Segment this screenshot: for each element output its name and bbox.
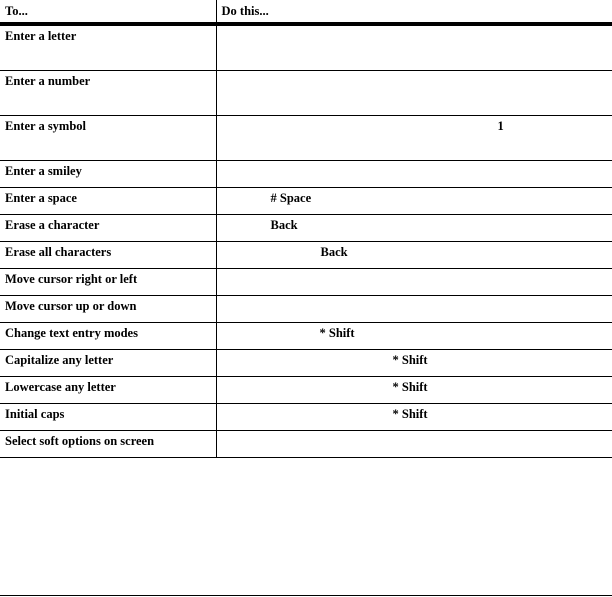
instruction-cell	[216, 24, 612, 71]
key-label: # Space	[270, 191, 312, 205]
task-cell: Select soft options on screen	[0, 431, 216, 458]
instruction-cell	[216, 71, 612, 116]
key-label: * Shift	[392, 353, 428, 367]
instruction-cell	[216, 404, 612, 431]
task-cell: Enter a symbol	[0, 116, 216, 161]
column-header-do-this: Do this...	[216, 0, 612, 24]
table-row	[0, 215, 612, 242]
task-cell: Erase a character	[0, 215, 216, 242]
table-row	[0, 377, 612, 404]
instruction-cell	[216, 296, 612, 323]
table-row	[0, 323, 612, 350]
task-cell: Capitalize any letter	[0, 350, 216, 377]
task-cell: Enter a letter	[0, 24, 216, 71]
instruction-cell	[216, 350, 612, 377]
table-row	[0, 269, 612, 296]
column-header-to: To...	[0, 0, 216, 24]
instruction-cell	[216, 323, 612, 350]
task-cell: Move cursor up or down	[0, 296, 216, 323]
key-label: * Shift	[392, 380, 428, 394]
instruction-cell	[216, 188, 612, 215]
instruction-cell	[216, 269, 612, 296]
instruction-cell	[216, 377, 612, 404]
instruction-cell	[216, 242, 612, 269]
table-header-row	[0, 0, 612, 24]
instruction-cell	[216, 116, 612, 161]
task-cell: Move cursor right or left	[0, 269, 216, 296]
table-row	[0, 188, 612, 215]
table-row	[0, 161, 612, 188]
key-label: Back	[270, 218, 298, 232]
task-cell: Enter a space	[0, 188, 216, 215]
task-cell: Initial caps	[0, 404, 216, 431]
table-row	[0, 296, 612, 323]
key-label: 1	[497, 119, 504, 133]
instruction-cell	[216, 161, 612, 188]
task-cell: Enter a smiley	[0, 161, 216, 188]
task-cell: Lowercase any letter	[0, 377, 216, 404]
key-label: * Shift	[392, 407, 428, 421]
table-row	[0, 404, 612, 431]
page-bottom-rule	[0, 595, 612, 596]
key-label: * Shift	[319, 326, 355, 340]
instruction-cell	[216, 431, 612, 458]
table-row	[0, 431, 612, 458]
instruction-cell	[216, 215, 612, 242]
table-row	[0, 24, 612, 71]
task-cell: Enter a number	[0, 71, 216, 116]
key-label: Back	[320, 245, 348, 259]
task-cell: Erase all characters	[0, 242, 216, 269]
task-cell: Change text entry modes	[0, 323, 216, 350]
table-row	[0, 350, 612, 377]
table-row	[0, 116, 612, 161]
table-row	[0, 71, 612, 116]
table-row	[0, 242, 612, 269]
